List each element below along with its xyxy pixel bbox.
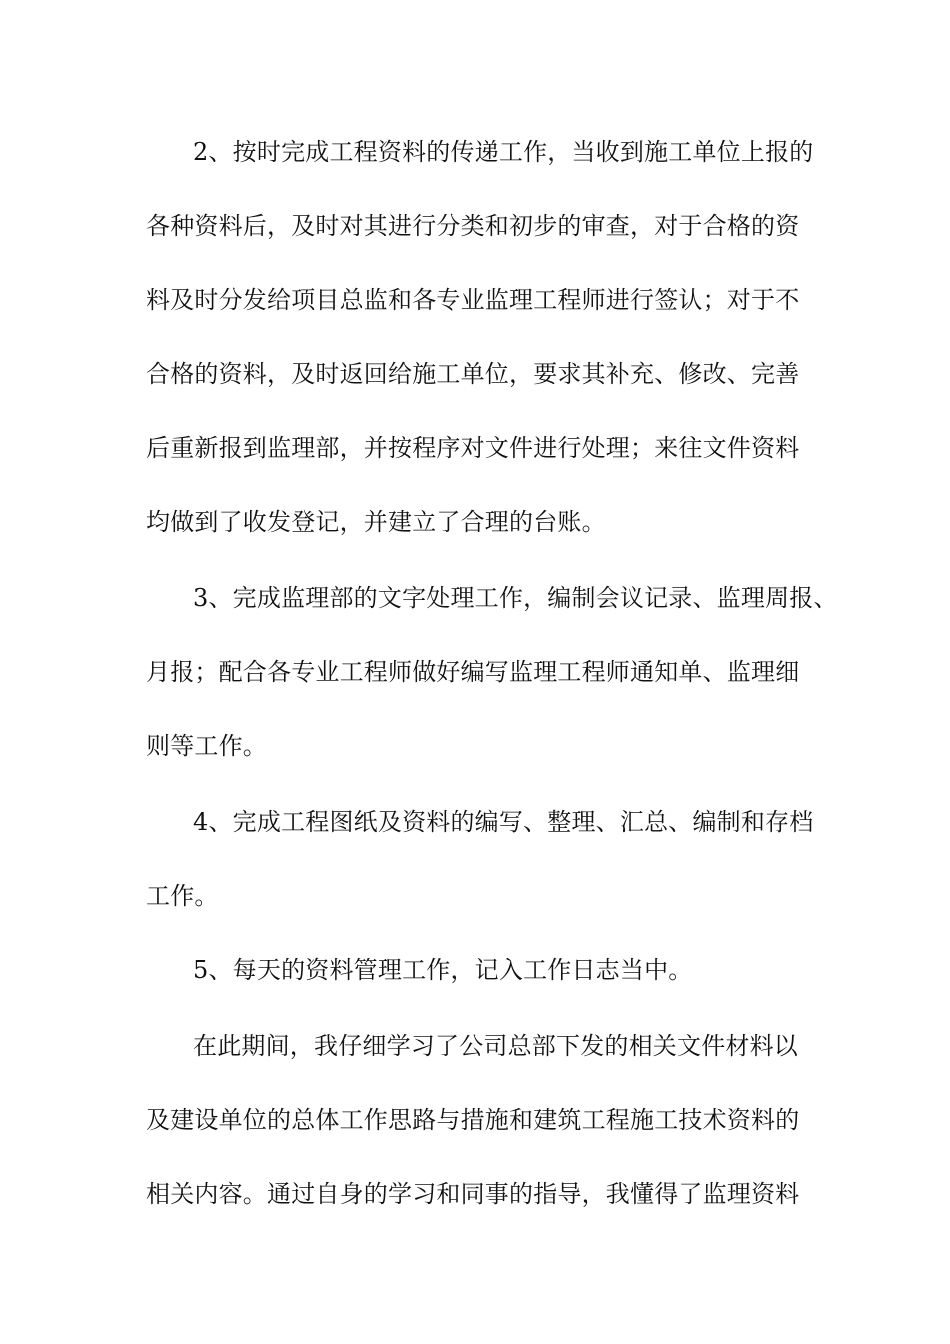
paragraph-4-line-1: 4、完成工程图纸及资料的编写、整理、汇总、编制和存档 <box>193 808 814 836</box>
paragraph-2-line-6: 均做到了收发登记，并建立了合理的台账。 <box>146 508 606 536</box>
paragraph-6-line-2: 及建设单位的总体工作思路与措施和建筑工程施工技术资料的 <box>146 1106 800 1134</box>
paragraph-2-line-5: 后重新报到监理部，并按程序对文件进行处理；来往文件资料 <box>146 434 800 462</box>
paragraph-3-line-3: 则等工作。 <box>146 732 267 760</box>
paragraph-2-line-2: 各种资料后，及时对其进行分类和初步的审查，对于合格的资 <box>146 212 800 240</box>
paragraph-3-line-2: 月报；配合各专业工程师做好编写监理工程师通知单、监理细 <box>146 658 800 686</box>
paragraph-2-line-3: 料及时分发给项目总监和各专业监理工程师进行签认；对于不 <box>146 286 800 314</box>
paragraph-2-line-4: 合格的资料，及时返回给施工单位，要求其补充、修改、完善 <box>146 360 800 388</box>
paragraph-3-line-1: 3、完成监理部的文字处理工作，编制会议记录、监理周报、 <box>193 584 838 612</box>
paragraph-5-line-1: 5、每天的资料管理工作，记入工作日志当中。 <box>193 956 693 984</box>
paragraph-2-line-1: 2、按时完成工程资料的传递工作，当收到施工单位上报的 <box>193 138 814 166</box>
paragraph-4-line-2: 工作。 <box>146 882 219 910</box>
paragraph-6-line-1: 在此期间，我仔细学习了公司总部下发的相关文件材料以 <box>193 1032 798 1060</box>
paragraph-6-line-3: 相关内容。通过自身的学习和同事的指导，我懂得了监理资料 <box>146 1180 800 1208</box>
